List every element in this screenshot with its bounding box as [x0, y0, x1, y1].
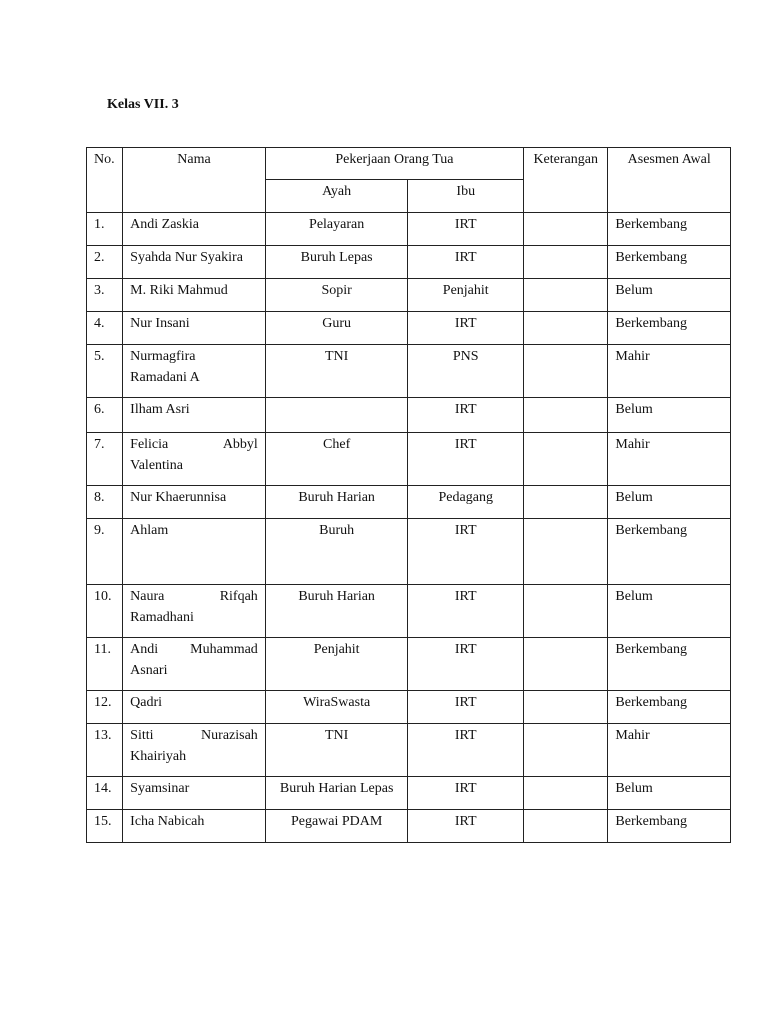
cell-nama: M. Riki Mahmud [123, 279, 266, 312]
cell-ayah: Buruh [265, 519, 408, 585]
cell-asesmen: Mahir [608, 345, 731, 398]
table-row [87, 345, 731, 398]
cell-asesmen: Berkembang [608, 691, 731, 724]
cell-ibu: IRT [408, 213, 524, 246]
nama-line-2: Khairiyah [130, 749, 187, 764]
table-row [87, 810, 731, 843]
cell-no: 12. [87, 691, 123, 724]
header-ayah: Ayah [265, 180, 408, 213]
header-ibu: Ibu [408, 180, 524, 213]
cell-no: 4. [87, 312, 123, 345]
nama-line-1: Nurmagfira [130, 349, 196, 364]
cell-ibu: IRT [408, 433, 524, 486]
nama-word: Felicia [130, 437, 169, 452]
cell-keterangan [524, 638, 608, 691]
header-row [87, 148, 731, 180]
cell-ayah: WiraSwasta [265, 691, 408, 724]
cell-asesmen: Berkembang [608, 810, 731, 843]
cell-nama [123, 433, 266, 486]
cell-nama: Syahda Nur Syakira [123, 246, 266, 279]
nama-line-1 [130, 434, 258, 455]
cell-ibu: Penjahit [408, 279, 524, 312]
cell-nama: Ahlam [123, 519, 266, 585]
cell-keterangan [524, 691, 608, 724]
cell-asesmen: Berkembang [608, 638, 731, 691]
cell-ibu: IRT [408, 638, 524, 691]
nama-word: Andi [130, 642, 159, 657]
table-row [87, 691, 731, 724]
nama-word: Nurazisah [201, 728, 258, 743]
cell-keterangan [524, 777, 608, 810]
cell-ayah: Buruh Harian [265, 486, 408, 519]
cell-no: 2. [87, 246, 123, 279]
cell-keterangan [524, 213, 608, 246]
header-nama: Nama [123, 148, 266, 213]
cell-keterangan [524, 246, 608, 279]
cell-asesmen: Mahir [608, 724, 731, 777]
table-row [87, 246, 731, 279]
cell-no: 13. [87, 724, 123, 777]
cell-ibu: Pedagang [408, 486, 524, 519]
cell-keterangan [524, 312, 608, 345]
table-row [87, 312, 731, 345]
student-table [86, 147, 731, 843]
table-row [87, 585, 731, 638]
cell-no: 6. [87, 398, 123, 433]
cell-keterangan [524, 585, 608, 638]
nama-line-2: Valentina [130, 458, 184, 473]
cell-asesmen: Berkembang [608, 312, 731, 345]
cell-no: 7. [87, 433, 123, 486]
cell-no: 9. [87, 519, 123, 585]
nama-word: Sitti [130, 728, 154, 743]
nama-line-1 [130, 639, 258, 660]
cell-ibu: PNS [408, 345, 524, 398]
cell-keterangan [524, 724, 608, 777]
nama-line-1 [130, 725, 258, 746]
cell-nama [123, 638, 266, 691]
cell-ayah: TNI [265, 345, 408, 398]
table-row [87, 638, 731, 691]
nama-line-2: Asnari [130, 663, 168, 678]
cell-ayah: TNI [265, 724, 408, 777]
cell-ibu: IRT [408, 691, 524, 724]
nama-word: Rifqah [219, 589, 258, 604]
cell-nama: Nur Khaerunnisa [123, 486, 266, 519]
cell-ayah: Buruh Harian [265, 585, 408, 638]
nama-line-2: Ramadhani [130, 610, 194, 625]
table-row [87, 433, 731, 486]
cell-no: 3. [87, 279, 123, 312]
cell-nama: Syamsinar [123, 777, 266, 810]
header-asesmen: Asesmen Awal [608, 148, 731, 213]
cell-keterangan [524, 519, 608, 585]
page-title: Kelas VII. 3 [107, 97, 179, 112]
cell-ayah: Buruh Lepas [265, 246, 408, 279]
cell-ayah: Pegawai PDAM [265, 810, 408, 843]
cell-nama: Andi Zaskia [123, 213, 266, 246]
nama-line-1 [130, 586, 258, 607]
table-row [87, 777, 731, 810]
cell-ibu: IRT [408, 312, 524, 345]
cell-no: 8. [87, 486, 123, 519]
cell-ayah: Chef [265, 433, 408, 486]
cell-ayah: Pelayaran [265, 213, 408, 246]
cell-asesmen: Belum [608, 279, 731, 312]
cell-asesmen: Belum [608, 486, 731, 519]
cell-no: 14. [87, 777, 123, 810]
cell-keterangan [524, 398, 608, 433]
cell-no: 10. [87, 585, 123, 638]
cell-asesmen: Berkembang [608, 246, 731, 279]
cell-no: 1. [87, 213, 123, 246]
cell-nama [123, 585, 266, 638]
table-row [87, 724, 731, 777]
cell-ibu: IRT [408, 724, 524, 777]
table-row [87, 213, 731, 246]
nama-line-2: Ramadani A [130, 370, 200, 385]
cell-nama: Ilham Asri [123, 398, 266, 433]
cell-ayah: Penjahit [265, 638, 408, 691]
nama-word: Naura [130, 589, 165, 604]
cell-asesmen: Belum [608, 777, 731, 810]
cell-asesmen: Belum [608, 585, 731, 638]
cell-asesmen: Berkembang [608, 213, 731, 246]
cell-ayah: Guru [265, 312, 408, 345]
header-keterangan: Keterangan [524, 148, 608, 213]
cell-ayah: Buruh Harian Lepas [265, 777, 408, 810]
table-row [87, 398, 731, 433]
header-pekerjaan: Pekerjaan Orang Tua [265, 148, 523, 180]
cell-nama [123, 724, 266, 777]
cell-asesmen: Mahir [608, 433, 731, 486]
cell-ibu: IRT [408, 810, 524, 843]
nama-word: Muhammad [190, 642, 258, 657]
cell-asesmen: Belum [608, 398, 731, 433]
cell-no: 15. [87, 810, 123, 843]
cell-keterangan [524, 345, 608, 398]
cell-asesmen: Berkembang [608, 519, 731, 585]
cell-nama: Qadri [123, 691, 266, 724]
cell-ayah [265, 398, 408, 433]
cell-keterangan [524, 810, 608, 843]
cell-keterangan [524, 279, 608, 312]
cell-nama: Nur Insani [123, 312, 266, 345]
header-no: No. [87, 148, 123, 213]
cell-ibu: IRT [408, 519, 524, 585]
cell-nama [123, 345, 266, 398]
cell-no: 5. [87, 345, 123, 398]
cell-no: 11. [87, 638, 123, 691]
table-row [87, 486, 731, 519]
cell-ayah: Sopir [265, 279, 408, 312]
cell-ibu: IRT [408, 246, 524, 279]
table-row [87, 519, 731, 585]
cell-nama: Icha Nabicah [123, 810, 266, 843]
cell-ibu: IRT [408, 585, 524, 638]
cell-keterangan [524, 433, 608, 486]
table-row [87, 279, 731, 312]
nama-word: Abbyl [222, 437, 258, 452]
cell-keterangan [524, 486, 608, 519]
cell-ibu: IRT [408, 777, 524, 810]
cell-ibu: IRT [408, 398, 524, 433]
